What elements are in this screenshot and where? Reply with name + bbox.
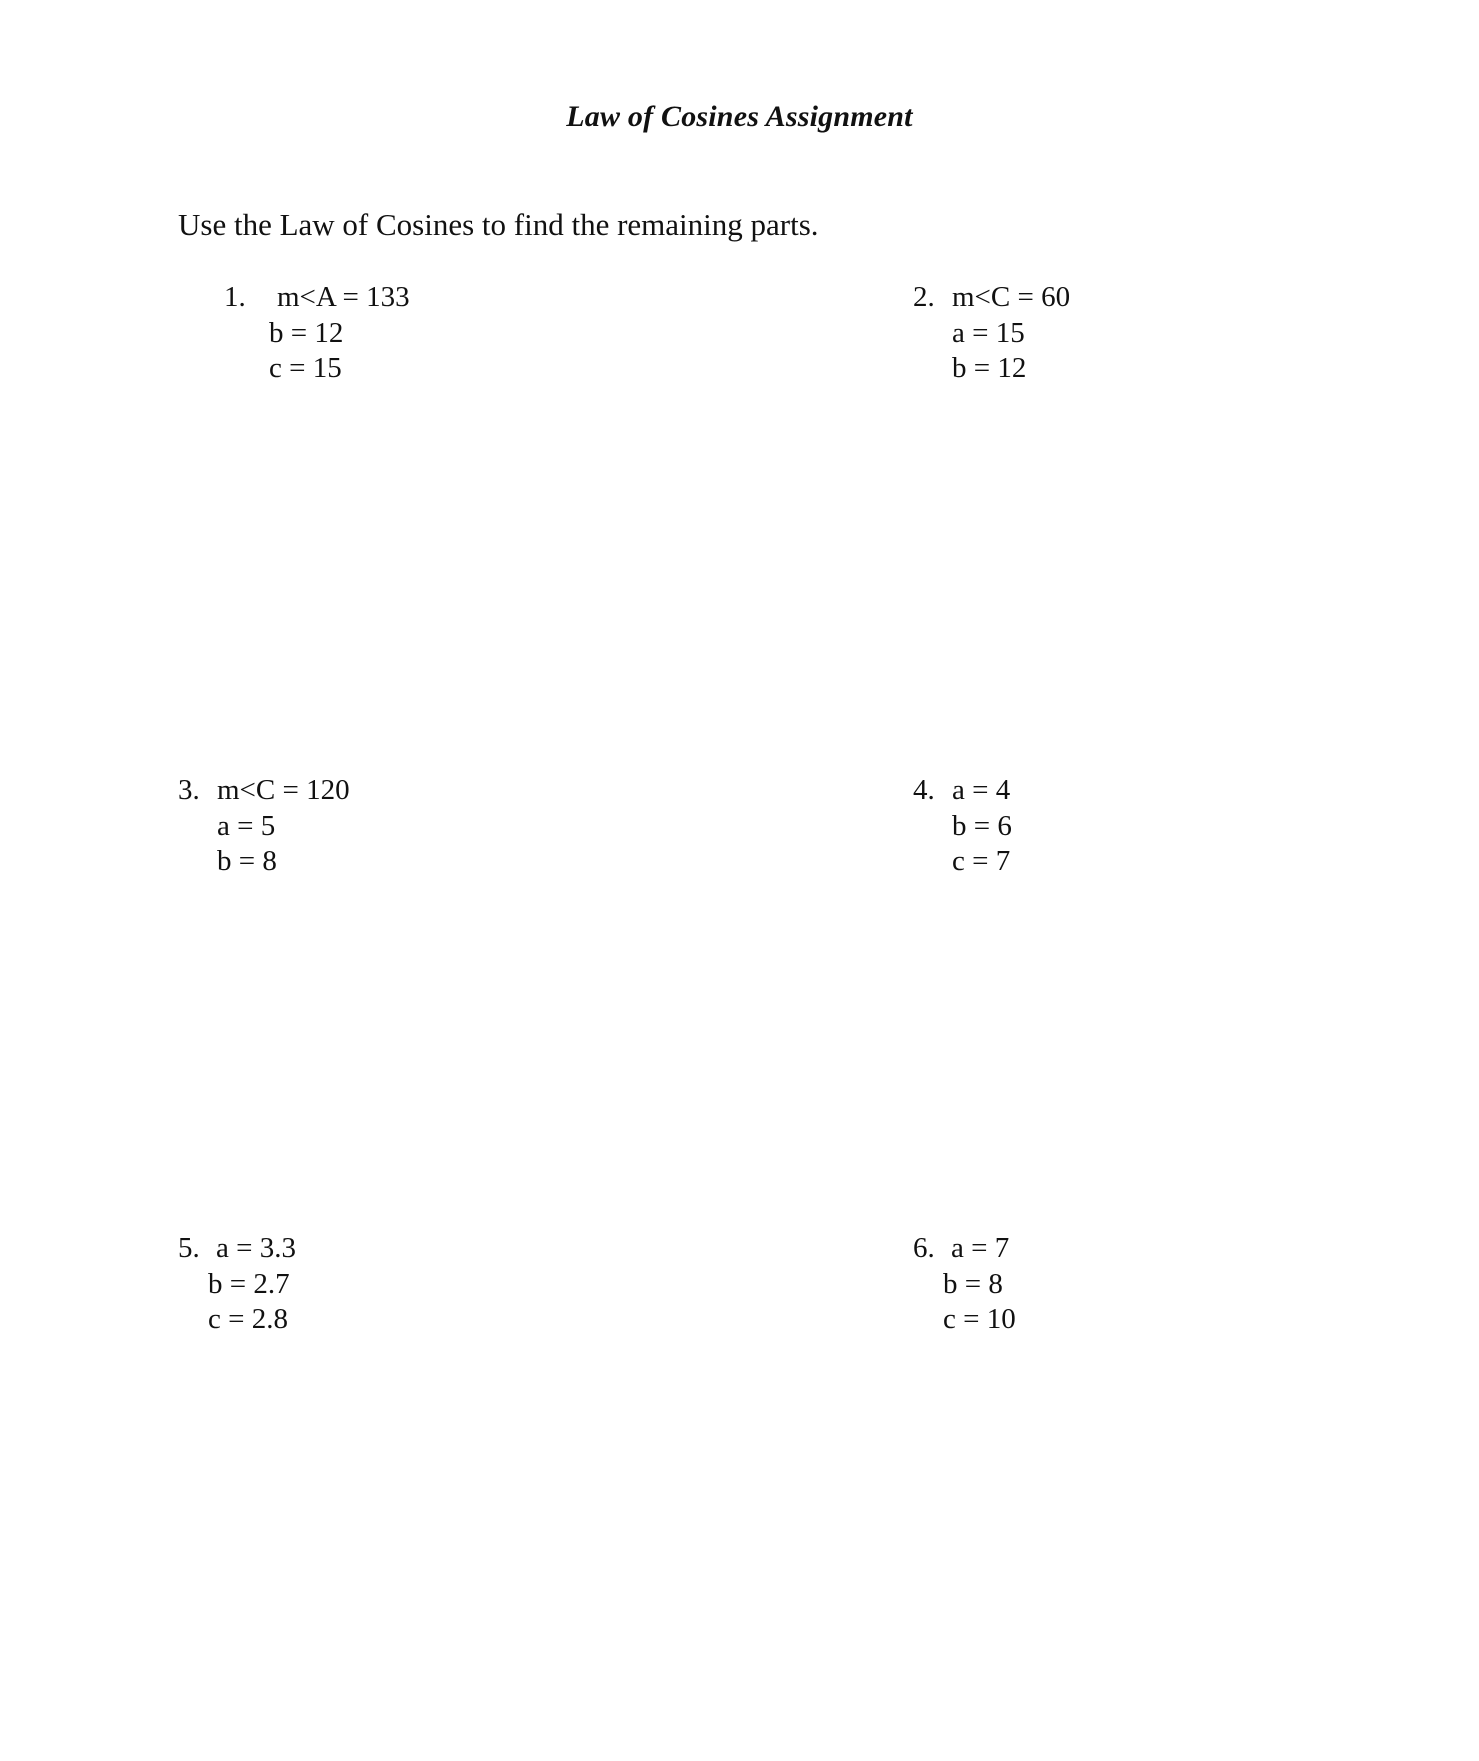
given-side-b: b = 8 (217, 845, 277, 877)
given-side-b: b = 8 (943, 1267, 1003, 1300)
given-side-b: b = 12 (952, 352, 1027, 384)
problem-number: 4. (913, 774, 935, 806)
page-title: Law of Cosines Assignment (566, 100, 913, 133)
given-side-a: a = 7 (951, 1232, 1010, 1264)
given-angle: m<C = 120 (217, 774, 350, 806)
problem-number: 2. (913, 281, 935, 313)
problem-number: 5. (178, 1232, 200, 1264)
given-side-c: c = 15 (269, 352, 342, 384)
given-side-b: b = 6 (952, 809, 1012, 842)
problem-number: 3. (178, 774, 200, 806)
problem-number: 6. (913, 1232, 935, 1264)
given-side-b: b = 2.7 (208, 1267, 290, 1300)
given-side-c: c = 7 (952, 845, 1011, 877)
given-side-a: a = 5 (217, 809, 276, 842)
given-angle: m<A = 133 (277, 281, 410, 313)
given-side-b: b = 12 (269, 316, 344, 349)
instructions-text: Use the Law of Cosines to find the remaining parts. (178, 207, 819, 242)
problem-number: 1. (224, 281, 246, 313)
given-side-a: a = 3.3 (216, 1232, 296, 1264)
given-side-c: c = 2.8 (208, 1303, 288, 1335)
given-side-c: c = 10 (943, 1303, 1016, 1335)
given-angle: m<C = 60 (952, 281, 1071, 313)
given-side-a: a = 15 (952, 316, 1025, 349)
given-side-a: a = 4 (952, 774, 1011, 806)
